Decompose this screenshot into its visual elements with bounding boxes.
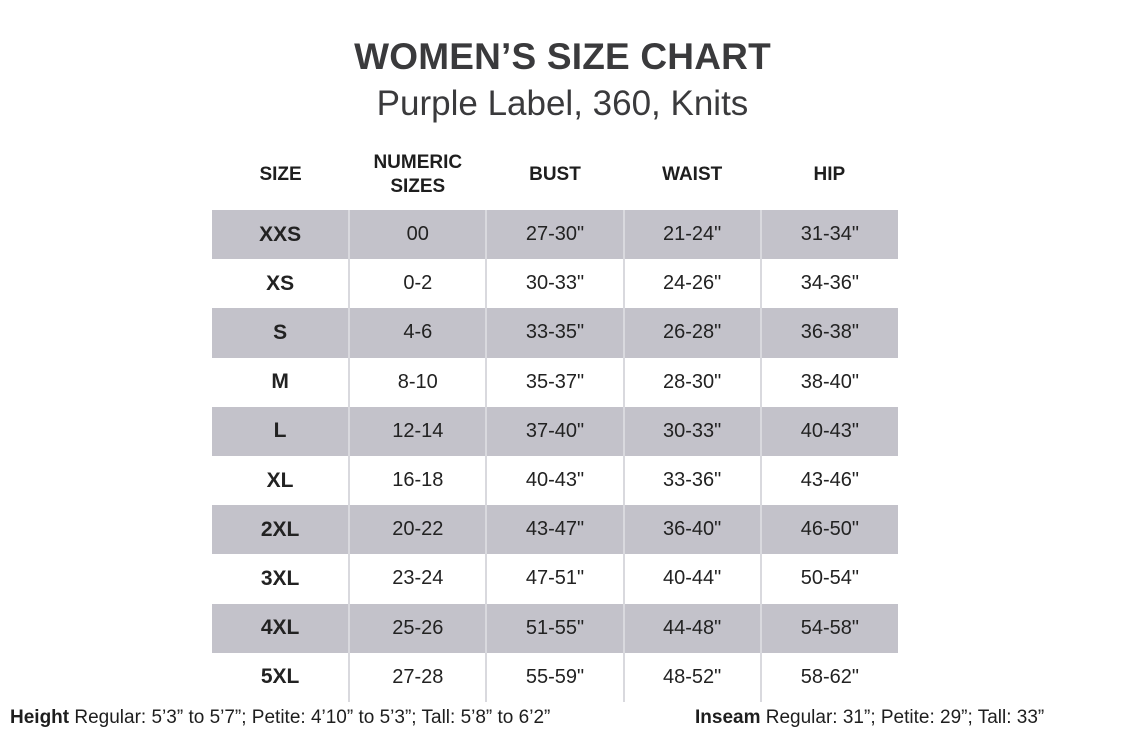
numeric-sizes-cell: 0-2	[349, 259, 486, 308]
size-cell: L	[212, 407, 349, 456]
size-cell: M	[271, 370, 289, 394]
column-header-waist: WAIST	[662, 164, 723, 185]
size-cell: XXS	[212, 210, 349, 259]
bust-cell: 30-33"	[486, 259, 623, 308]
waist-cell: 30-33"	[624, 407, 761, 456]
inseam-footnote	[695, 707, 1044, 729]
numeric-sizes-cell: 8-10	[349, 358, 486, 407]
table-row	[212, 407, 898, 456]
waist-cell: 28-30"	[624, 358, 761, 407]
table-header	[212, 140, 898, 210]
height-footnote	[10, 707, 550, 729]
hip-cell: 46-50"	[761, 505, 898, 554]
table-row	[212, 604, 898, 653]
waist-cell: 48-52"	[624, 653, 761, 702]
hip-cell: 43-46"	[761, 456, 898, 505]
hip-cell: 58-62"	[761, 653, 898, 702]
table-body	[212, 210, 898, 702]
waist-cell: 24-26"	[624, 259, 761, 308]
table-row	[212, 653, 898, 702]
bust-cell: 51-55"	[486, 604, 623, 653]
waist-cell: 21-24"	[624, 210, 761, 259]
numeric-sizes-cell: 12-14	[349, 407, 486, 456]
bust-cell: 43-47"	[486, 505, 623, 554]
table-row	[212, 554, 898, 603]
numeric-sizes-cell: 23-24	[349, 554, 486, 603]
size-cell: XL	[266, 468, 294, 492]
size-cell: XS	[266, 271, 295, 295]
column-header-bust: BUST	[529, 164, 581, 185]
size-cell: 2XL	[212, 505, 349, 554]
numeric-sizes-cell: 20-22	[349, 505, 486, 554]
column-header-size: SIZE	[259, 164, 302, 185]
hip-cell: 34-36"	[761, 259, 898, 308]
numeric-sizes-cell: 00	[349, 210, 486, 259]
chart-subtitle: Purple Label, 360, Knits	[376, 84, 749, 123]
bust-cell: 37-40"	[486, 407, 623, 456]
inseam-label: Inseam	[695, 707, 761, 728]
size-cell: 4XL	[212, 604, 349, 653]
numeric-sizes-cell: 4-6	[349, 308, 486, 357]
column-header-numeric-sizes: NUMERIC SIZES	[373, 152, 463, 197]
height-text: Regular: 5’3” to 5’7”; Petite: 4’10” to 5’3”; Tall: 5’8” to 6’2”	[69, 707, 551, 728]
table-row	[212, 456, 898, 505]
bust-cell: 27-30"	[486, 210, 623, 259]
column-header-hip: HIP	[813, 164, 846, 185]
bust-cell: 47-51"	[486, 554, 623, 603]
numeric-sizes-cell: 16-18	[349, 456, 486, 505]
waist-cell: 44-48"	[624, 604, 761, 653]
numeric-sizes-cell: 27-28	[349, 653, 486, 702]
hip-cell: 31-34"	[761, 210, 898, 259]
bust-cell: 35-37"	[486, 358, 623, 407]
table-row	[212, 210, 898, 259]
bust-cell: 33-35"	[486, 308, 623, 357]
hip-cell: 36-38"	[761, 308, 898, 357]
hip-cell: 54-58"	[761, 604, 898, 653]
waist-cell: 40-44"	[624, 554, 761, 603]
bust-cell: 55-59"	[486, 653, 623, 702]
waist-cell: 26-28"	[624, 308, 761, 357]
table-row	[212, 308, 898, 357]
hip-cell: 50-54"	[761, 554, 898, 603]
size-cell: 3XL	[260, 566, 300, 590]
waist-cell: 33-36"	[624, 456, 761, 505]
inseam-text: Regular: 31”; Petite: 29”; Tall: 33”	[760, 707, 1045, 728]
bust-cell: 40-43"	[486, 456, 623, 505]
hip-cell: 38-40"	[761, 358, 898, 407]
numeric-sizes-cell: 25-26	[349, 604, 486, 653]
table-row	[212, 259, 898, 308]
size-cell: 5XL	[260, 665, 300, 689]
hip-cell: 40-43"	[761, 407, 898, 456]
chart-title: WOMEN’S SIZE CHART	[354, 36, 771, 77]
size-table	[212, 140, 898, 702]
waist-cell: 36-40"	[624, 505, 761, 554]
table-row	[212, 358, 898, 407]
height-label: Height	[10, 707, 70, 728]
table-row	[212, 505, 898, 554]
header-row	[212, 140, 898, 210]
size-cell: S	[212, 308, 349, 357]
